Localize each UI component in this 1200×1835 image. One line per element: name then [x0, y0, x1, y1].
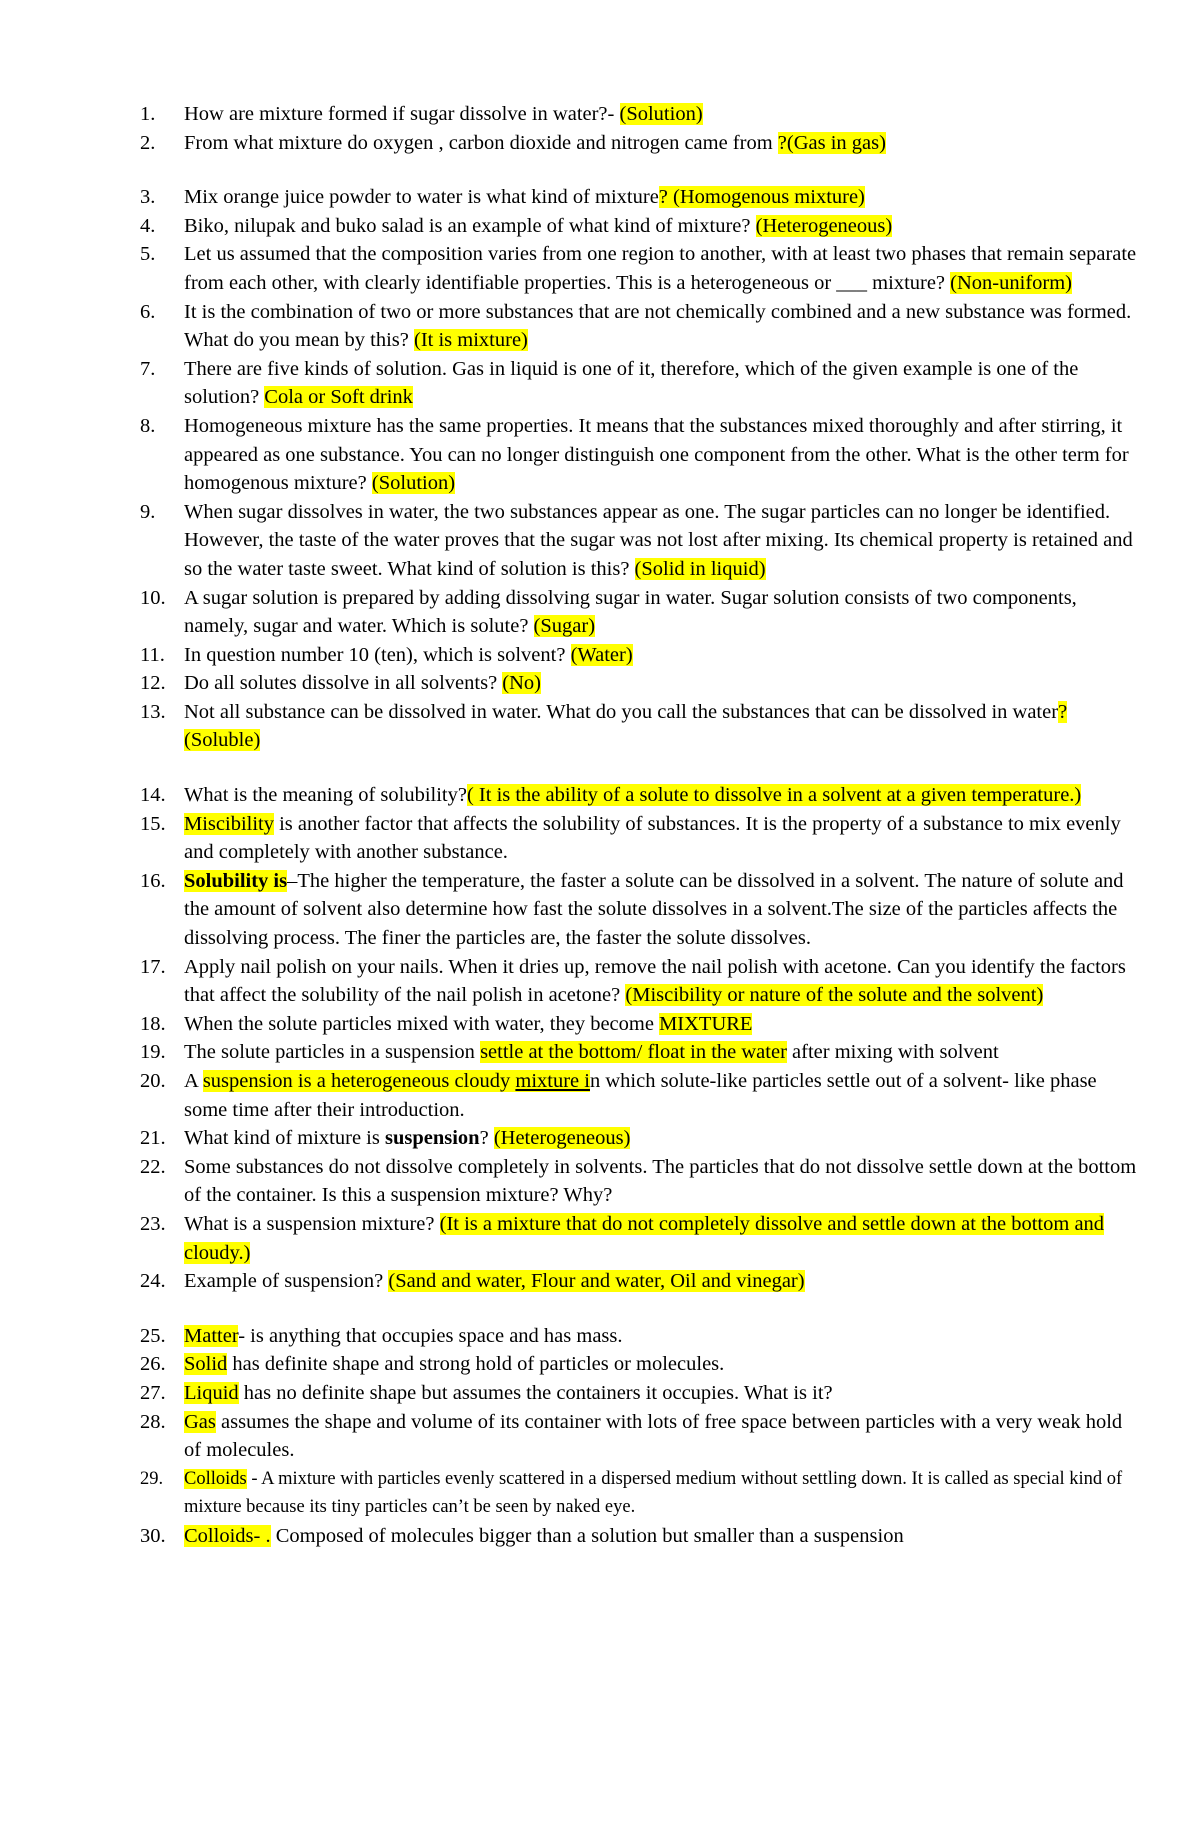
item-number: 10. — [140, 586, 166, 609]
list-item — [0, 1267, 1200, 1296]
item-number: 25. — [140, 1324, 166, 1347]
item-number: 9. — [140, 500, 156, 523]
highlighted-text: (Solution) — [371, 472, 456, 495]
highlighted-text: (No) — [502, 672, 542, 695]
item-number: 26. — [140, 1353, 166, 1376]
item-text: Example of suspension? — [184, 1270, 389, 1293]
item-text: is another factor that affects the solubility of substances. It is the property of a substance to mix evenly and completely with another substance. — [184, 812, 1121, 864]
item-text: A sugar solution is prepared by adding dissolving sugar in water. Sugar solution consists of two components, namely, sugar and water. Which is solute? — [184, 586, 1077, 638]
highlighted-text: ?(Gas in gas) — [777, 131, 886, 154]
item-text: assumes the shape and volume of its container with lots of free space between particles with a very weak hold of molecules. — [184, 1410, 1123, 1462]
item-text: It is the combination of two or more substances that are not chemically combined and a new substance was formed. What do you mean by this? — [184, 300, 1132, 352]
item-number: 28. — [140, 1410, 166, 1433]
list-item — [0, 810, 1200, 867]
highlighted-text: Miscibility — [184, 812, 274, 835]
highlighted-text: (Sand and water, Flour and water, Oil and vinegar) — [388, 1270, 805, 1293]
list-item — [0, 1067, 1200, 1124]
highlighted-text: Colloids — [184, 1468, 247, 1489]
item-text: Composed of molecules bigger than a solution but smaller than a suspension — [270, 1524, 904, 1547]
list-item — [0, 669, 1200, 698]
list-item — [0, 1210, 1200, 1267]
highlighted-text: (Miscibility or nature of the solute and the solvent) — [625, 984, 1044, 1007]
item-number: 14. — [140, 784, 166, 807]
item-text: Biko, nilupak and buko salad is an example of what kind of mixture? — [184, 214, 756, 237]
item-text: What is the meaning of solubility? — [184, 784, 467, 807]
list-item — [0, 212, 1200, 241]
item-number: 23. — [140, 1212, 166, 1235]
list-item — [0, 129, 1200, 158]
item-text: From what mixture do oxygen , carbon dioxide and nitrogen came from — [184, 131, 778, 154]
highlighted-text: Cola or Soft drink — [264, 386, 413, 409]
item-number: 11. — [140, 643, 165, 666]
item-number: 4. — [140, 214, 156, 237]
item-text: suspension — [384, 1127, 480, 1150]
list-item — [0, 698, 1200, 755]
item-text: Do all solutes dissolve in all solvents? — [184, 672, 503, 695]
item-number: 1. — [140, 103, 156, 125]
item-number: 15. — [140, 812, 166, 835]
list-item — [0, 412, 1200, 498]
highlighted-text: Colloids- . — [184, 1524, 271, 1547]
list-item — [0, 781, 1200, 810]
list-item — [0, 1010, 1200, 1039]
item-text: after mixing with solvent — [786, 1041, 999, 1064]
list-item — [0, 498, 1200, 584]
item-text: Not all substance can be dissolved in water. What do you call the substances that can be dissolved in water — [184, 700, 1059, 723]
highlighted-text: suspension is a heterogeneous cloudy — [202, 1070, 516, 1092]
highlighted-text: Gas — [184, 1410, 216, 1433]
list-item — [0, 1350, 1200, 1379]
highlighted-text: (Non-uniform) — [950, 271, 1073, 294]
item-number: 8. — [140, 414, 156, 437]
item-text: Let us assumed that the composition varies from one region to another, with at least two phases that remain separate from each other, with clearly identifiable properties. This is a heterogeneous or ___ mixture? — [184, 243, 1137, 294]
item-number: 30. — [140, 1524, 166, 1547]
list-item — [0, 1153, 1200, 1210]
list-item — [0, 584, 1200, 641]
item-text: Some substances do not dissolve completely in solvents. The particles that do not dissolve settle down at the bottom of the container. Is this a suspension mixture? Why? — [184, 1155, 1137, 1207]
item-number: 24. — [140, 1270, 166, 1293]
item-text: has definite shape and strong hold of particles or molecules. — [227, 1353, 725, 1376]
highlighted-text: Solid — [184, 1353, 228, 1376]
item-text: Homogeneous mixture has the same properties. It means that the substances mixed thoroughly and after stirring, it appeared as one substance. You can no longer distinguish one component from the other. What is the other term for homogenous mixture? — [184, 414, 1129, 495]
item-text: When sugar dissolves in water, the two substances appear as one. The sugar particles can no longer be identified. However, the taste of the water proves that the sugar was not lost after mixing. Its chemical property is retained and so the water taste sweet. What kind of solution is this? — [184, 500, 1133, 580]
item-number: 18. — [140, 1012, 166, 1035]
highlighted-text: ( It is the ability of a solute to dissolve in a solvent at a given temperature.) — [466, 784, 1082, 807]
highlighted-text: (Water) — [570, 643, 633, 666]
item-number: 7. — [140, 357, 156, 380]
item-text: - is anything that occupies space and has mass. — [238, 1324, 623, 1347]
item-text: What kind of mixture is — [184, 1127, 385, 1150]
item-number: 16. — [140, 869, 166, 892]
question-list — [0, 100, 1200, 1551]
item-text: –The higher the temperature, the faster a solute can be dissolved in a solvent. The nature of solute and the amount of solvent also determine how fast the solute dissolves in a solvent.The size of the particles affects the dissolving process. The finer the particles are, the faster the solute dissolves. — [184, 869, 1124, 950]
item-number: 21. — [140, 1127, 166, 1150]
highlighted-text: mixture i — [515, 1070, 590, 1092]
item-number: 17. — [140, 955, 166, 978]
item-text: A — [184, 1070, 203, 1092]
highlighted-text: (Solid in liquid) — [634, 557, 766, 580]
list-item — [0, 100, 1200, 129]
highlighted-text: (It is a mixture that do not completely dissolve and settle down at the bottom and cloudy.) — [184, 1212, 1105, 1264]
list-item — [0, 355, 1200, 412]
item-number: 13. — [140, 700, 166, 723]
list-item — [0, 1038, 1200, 1067]
item-text: What is a suspension mixture? — [184, 1212, 440, 1235]
highlighted-text: ? (Soluble) — [184, 700, 1068, 752]
list-item — [0, 1465, 1200, 1522]
item-number: 5. — [140, 243, 156, 266]
list-item — [0, 953, 1200, 1010]
item-number: 2. — [140, 131, 156, 154]
item-text: Mix orange juice powder to water is what kind of mixture — [184, 186, 659, 209]
item-number: 29. — [140, 1468, 164, 1489]
item-text: How are mixture formed if sugar dissolve in water?- — [184, 103, 620, 125]
item-text: Apply nail polish on your nails. When it dries up, remove the nail polish with acetone. Can you identify the factors that affect the solubility of the nail polish in acetone? — [184, 955, 1126, 1007]
list-item — [0, 1124, 1200, 1153]
highlighted-text: MIXTURE — [659, 1012, 753, 1035]
highlighted-text: (Heterogeneous) — [493, 1127, 631, 1150]
item-number: 19. — [140, 1041, 166, 1064]
item-text: There are five kinds of solution. Gas in liquid is one of it, therefore, which of the given example is one of the solution? — [184, 357, 1079, 409]
highlighted-text: settle at the bottom/ float in the water — [480, 1041, 787, 1064]
highlighted-text: Matter — [184, 1324, 239, 1347]
list-item — [0, 1408, 1200, 1465]
list-item — [0, 641, 1200, 670]
highlighted-text: Solubility is — [184, 869, 288, 892]
highlighted-text: (Solution) — [619, 103, 703, 125]
list-item — [0, 183, 1200, 212]
item-number: 20. — [140, 1070, 166, 1092]
item-number: 22. — [140, 1155, 166, 1178]
list-item — [0, 867, 1200, 953]
item-text: has no definite shape but assumes the containers it occupies. What is it? — [238, 1381, 833, 1404]
highlighted-text: (Heterogeneous) — [755, 214, 893, 237]
item-number: 3. — [140, 186, 156, 209]
item-text: In question number 10 (ten), which is solvent? — [184, 643, 571, 666]
highlighted-text: (It is mixture) — [414, 329, 528, 352]
item-number: 27. — [140, 1381, 166, 1404]
item-number: 12. — [140, 672, 166, 695]
list-item — [0, 1322, 1200, 1351]
item-number: 6. — [140, 300, 156, 323]
highlighted-text: Liquid — [184, 1381, 239, 1404]
list-item — [0, 1379, 1200, 1408]
list-item — [0, 240, 1200, 297]
highlighted-text: ? (Homogenous mixture) — [658, 186, 865, 209]
item-text: The solute particles in a suspension — [184, 1041, 481, 1064]
item-text: When the solute particles mixed with water, they become — [184, 1012, 660, 1035]
item-text: n which solute-like particles settle out of a solvent- like phase some time after their introduction. — [184, 1070, 1097, 1121]
highlighted-text: (Sugar) — [533, 615, 596, 638]
item-text: ? — [479, 1127, 494, 1150]
item-text: - A mixture with particles evenly scattered in a dispersed medium without settling down. It is called as special kind of mixture because its tiny particles can’t be seen by naked eye. — [184, 1468, 1123, 1518]
list-item — [0, 298, 1200, 355]
list-item — [0, 1522, 1200, 1551]
